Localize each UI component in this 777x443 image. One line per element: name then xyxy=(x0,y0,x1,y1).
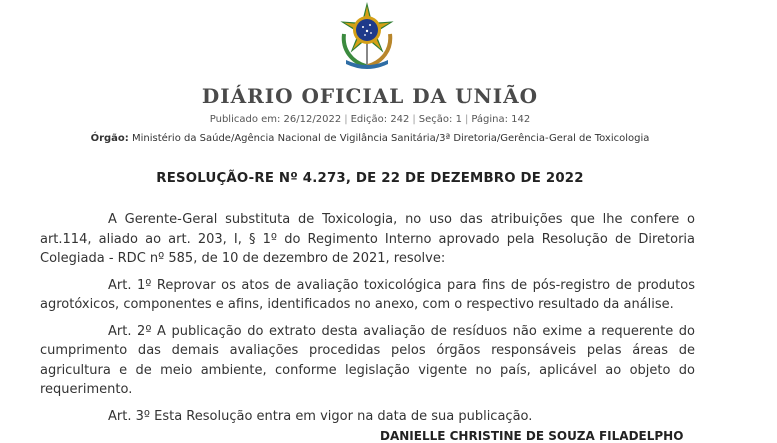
separator: | xyxy=(412,114,416,125)
separator: | xyxy=(464,114,469,125)
paragraph-art-2: Art. 2º A publicação do extrato desta avaliação de resíduos não exime a requerente do cumprimento das demais avaliações procedidas pelos órgãos responsáveis pelas áreas de agricultura e de meio ambiente, conforme legislação vigente no país, aplicável ao objeto do requerimento. xyxy=(40,323,695,397)
separator: | xyxy=(344,114,348,125)
organ-value: Ministério da Saúde/Agência Nacional de Vigilância Sanitária/3ª Diretoria/Gerência-Geral de Toxicologia xyxy=(132,133,650,144)
edition-number: Edição: 242 xyxy=(350,114,410,125)
paragraph-preamble: A Gerente-Geral substituta de Toxicologia, no uso das atribuições que lhe confere o art.114, aliado ao art. 203, I, § 1º do Regimento Interno aprovado pela Resolução de Diretoria Colegiada - RDC nº 585, de 10 de dezembro de 2021, resolve: xyxy=(40,212,695,266)
section-number: Seção: 1 xyxy=(418,114,462,125)
page-number: Página: 142 xyxy=(471,114,531,125)
signature-name: DANIELLE CHRISTINE DE SOUZA FILADELPHO xyxy=(380,429,684,443)
masthead-title: DIÁRIO OFICIAL DA UNIÃO xyxy=(201,84,539,108)
organ-line xyxy=(0,133,740,144)
document-body xyxy=(40,210,695,433)
publication-info xyxy=(0,114,740,125)
document-title: RESOLUÇÃO-RE Nº 4.273, DE 22 DE DEZEMBRO DE 2022 xyxy=(156,171,584,186)
published-date: Publicado em: 26/12/2022 xyxy=(209,114,342,125)
paragraph-art-1: Art. 1º Reprovar os atos de avaliação toxicológica para fins de pós-registro de produtos agrotóxicos, componentes e afins, identificados no anexo, com o respectivo resultado da análise. xyxy=(40,277,695,312)
brazil-coat-of-arms-icon xyxy=(330,0,404,74)
paragraph-art-3: Art. 3º Esta Resolução entra em vigor na data de sua publicação. xyxy=(108,408,533,424)
organ-label: Órgão: xyxy=(90,133,129,144)
